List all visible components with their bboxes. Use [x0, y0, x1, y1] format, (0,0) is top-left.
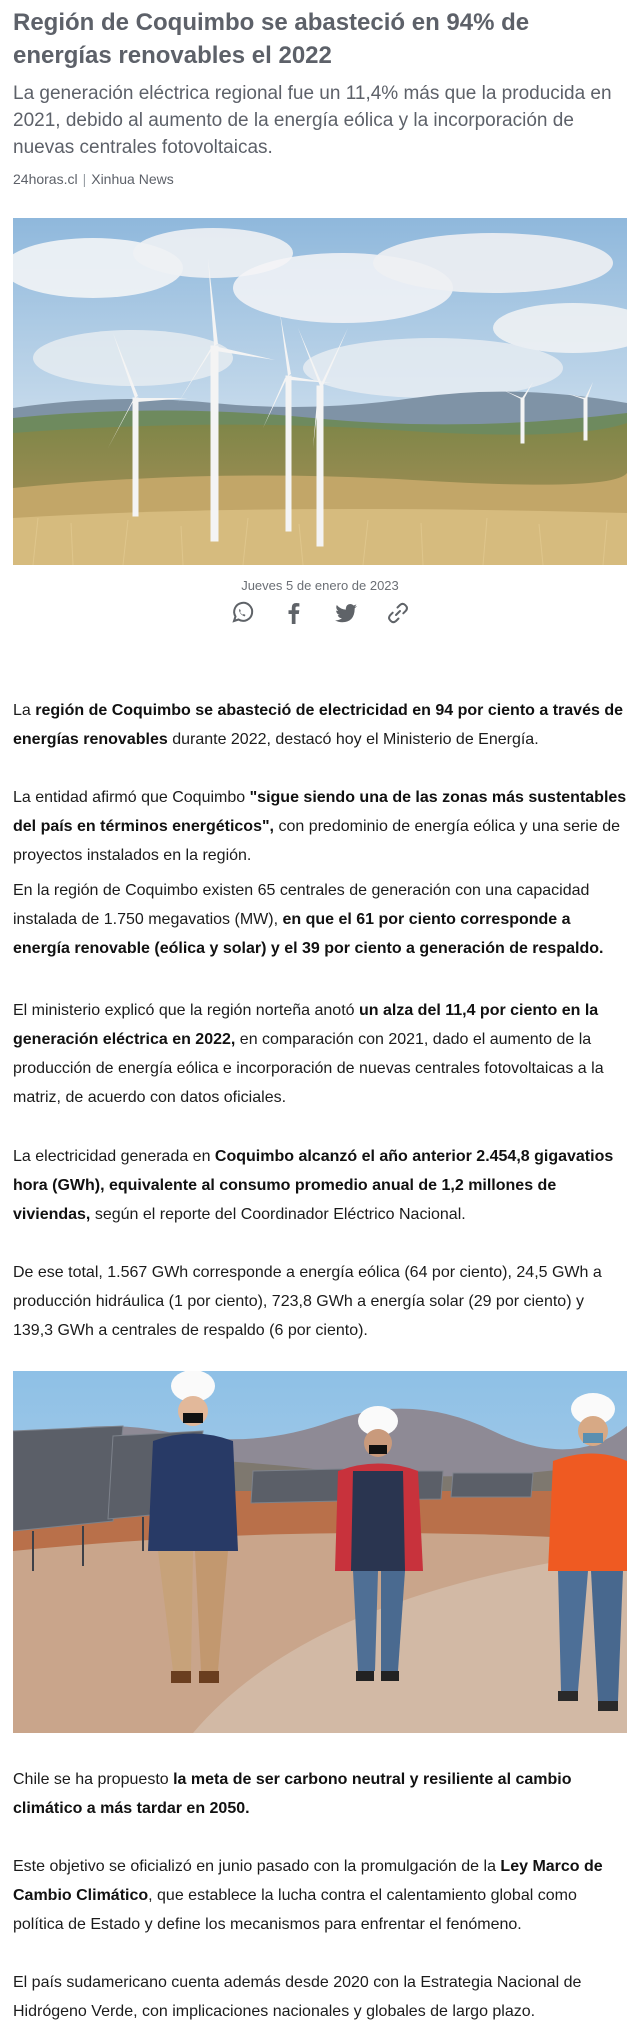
paragraph-8: Este objetivo se oficializó en junio pasado con la promulgación de la Ley Marco de Cambio Climático, que establece la lucha contra el calentamiento global como política de Estado y define los mecanismos para enfrentar el fenómeno.: [13, 1858, 603, 1933]
share-bar: [13, 600, 627, 630]
paragraph-1: La región de Coquimbo se abasteció de electricidad en 94 por ciento a través de energías renovables durante 2022, destacó hoy el Ministerio de Energía.: [13, 702, 623, 748]
link-icon[interactable]: [385, 600, 411, 626]
wind-farm-photo: [13, 218, 627, 565]
paragraph-2: La entidad afirmó que Coquimbo "sigue siendo una de las zonas más sustentables del país en términos energéticos", con predominio de energía eólica y una serie de proyectos instalados en la región.: [13, 789, 627, 864]
facebook-icon[interactable]: [281, 600, 307, 626]
agency-name: Xinhua News: [91, 171, 174, 187]
paragraph-4: El ministerio explicó que la región norteña anotó un alza del 11,4 por ciento en la generación eléctrica en 2022, en comparación con 2021, dado el aumento de la producción de energía eólica e incorporación de nuevas centrales fotovoltaicas a la matriz, de acuerdo con datos oficiales.: [13, 1002, 604, 1106]
article-source-line: [13, 171, 174, 187]
paragraph-5: La electricidad generada en Coquimbo alcanzó el año anterior 2.454,8 gigavatios hora (GWh), equivalente al consumo promedio anual de 1,2 millones de viviendas, según el reporte del Coordinador Eléctrico Nacional.: [13, 1148, 614, 1223]
source-link[interactable]: 24horas.cl: [13, 171, 78, 187]
solar-plant-photo: [13, 1371, 627, 1733]
paragraph-6: De ese total, 1.567 GWh corresponde a energía eólica (64 por ciento), 24,5 GWh a producción hidráulica (1 por ciento), 723,8 GWh a energía solar (29 por ciento) y 139,3 GWh a centrales de respaldo (6 por ciento).: [13, 1264, 602, 1339]
paragraph-9: El país sudamericano cuenta además desde 2020 con la Estrategia Nacional de Hidrógeno Verde, con implicaciones nacionales y globales de largo plazo.: [13, 1974, 582, 2020]
source-separator: |: [82, 171, 87, 187]
publish-date: Jueves 5 de enero de 2023: [241, 578, 399, 593]
whatsapp-icon[interactable]: [229, 600, 255, 626]
article-title: Región de Coquimbo se abasteció en 94% de energías renovables el 2022: [13, 9, 530, 69]
paragraph-7: Chile se ha propuesto la meta de ser carbono neutral y resiliente al cambio climático a más tardar en 2050.: [13, 1771, 572, 1817]
twitter-icon[interactable]: [333, 600, 359, 626]
paragraph-3: En la región de Coquimbo existen 65 centrales de generación con una capacidad instalada de 1.750 megavatios (MW), en que el 61 por ciento corresponde a energía renovable (eólica y solar) y el 39 por ciento a generación de respaldo.: [13, 882, 604, 957]
article-lead: La generación eléctrica regional fue un 11,4% más que la producida en 2021, debido al aumento de la energía eólica y la incorporación de nuevas centrales fotovoltaicas.: [13, 83, 612, 158]
